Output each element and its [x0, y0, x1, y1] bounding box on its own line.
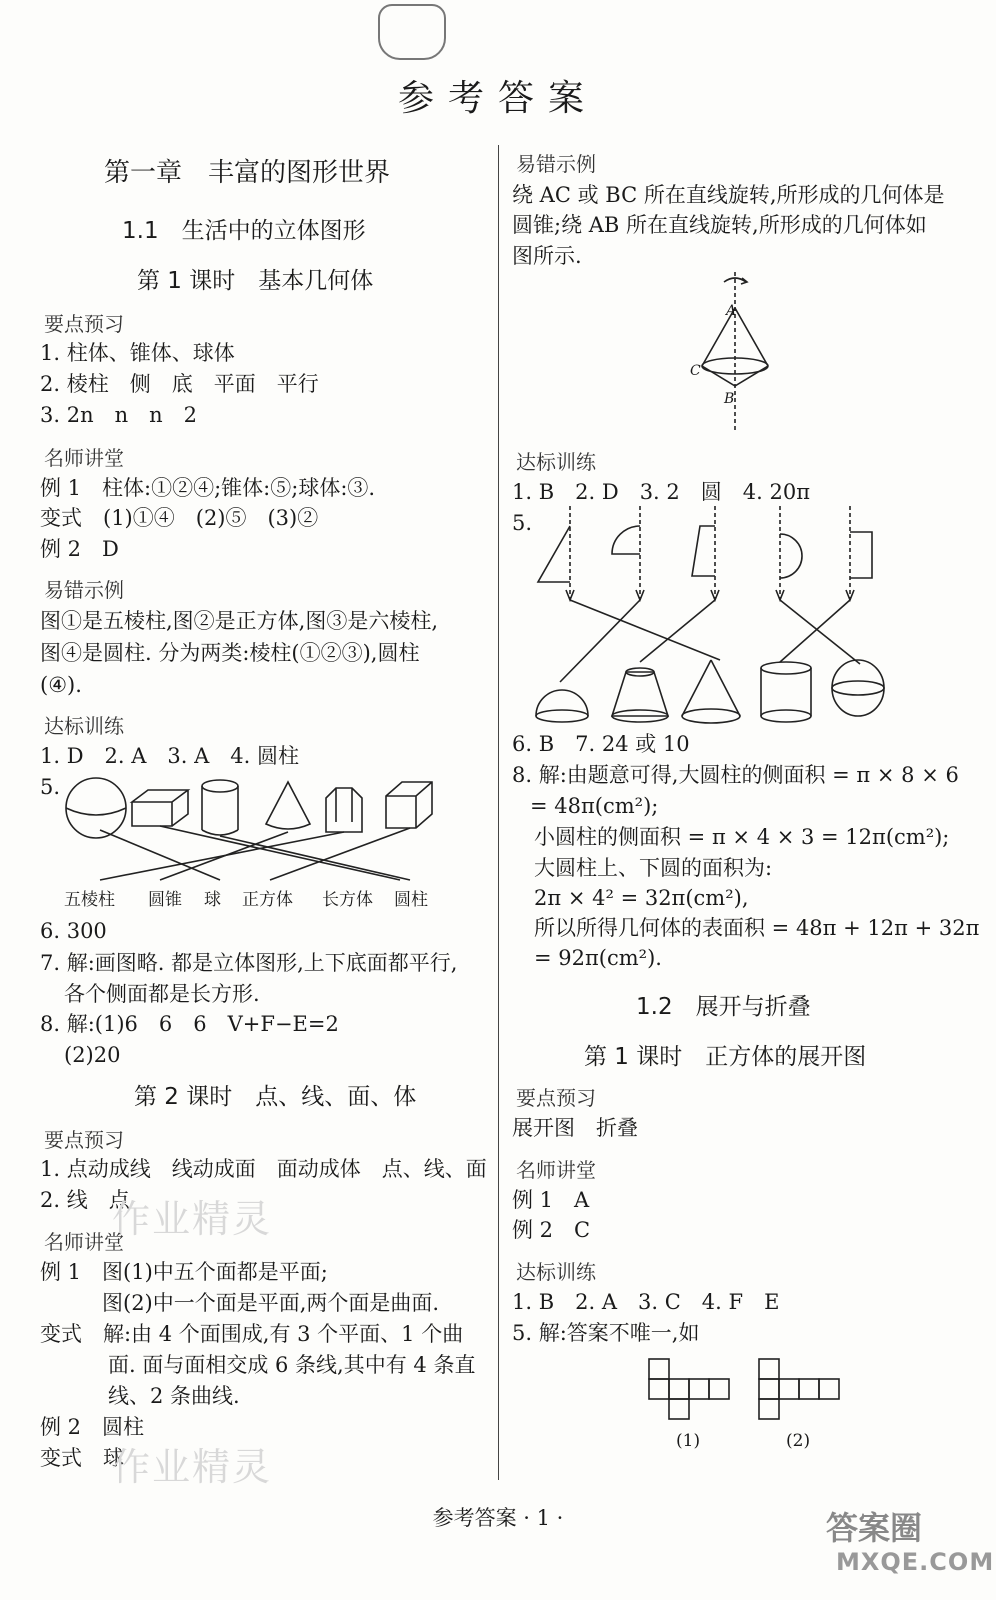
- answer-line: 绕 AC 或 BC 所在直线旋转,所形成的几何体是: [512, 183, 945, 207]
- shape-label: 球: [204, 890, 221, 910]
- answer-line: 大圆柱上、下圆的面积为:: [534, 856, 773, 880]
- trapezoid-shape: [692, 526, 715, 576]
- answer-line: 例 1 柱体:①②④;锥体:⑤;球体:③.: [40, 476, 376, 500]
- answer-line: 2π × 4² = 32π(cm²),: [534, 886, 749, 910]
- answer-line: 1. B 2. D 3. 2 圆 4. 20π: [512, 480, 810, 504]
- section-head: 达标训练: [516, 1260, 596, 1284]
- solid-matching-diagram: [60, 770, 450, 890]
- watermark-text: 作业精灵: [112, 1445, 273, 1489]
- point-label: C: [690, 363, 701, 379]
- corner-logo: 答案圈: [826, 1509, 923, 1547]
- rotation-matching-diagram: [530, 504, 890, 726]
- answer-line: 图④是圆柱. 分为两类:棱柱(①②③),圆柱: [40, 641, 420, 665]
- answer-line: 7. 解:画图略. 都是立体图形,上下底面都平行,: [40, 951, 458, 975]
- answer-line: 1. 点动成线 线动成面 面动成体 点、线、面: [40, 1157, 487, 1181]
- section-title: 1.1 生活中的立体图形: [122, 218, 366, 244]
- cube-net-diagram-2: [758, 1358, 840, 1422]
- answer-line: 2. 线 点: [40, 1188, 130, 1212]
- semicircle-shape: [780, 534, 802, 578]
- figure-label: (2): [786, 1431, 811, 1451]
- shape-label: 圆锥: [148, 890, 182, 910]
- answer-line: (④).: [40, 673, 82, 697]
- section-head: 易错示例: [516, 152, 596, 176]
- answer-line: 图(2)中一个面是平面,两个面是曲面.: [102, 1291, 440, 1315]
- section-head: 达标训练: [516, 450, 596, 474]
- answer-line: 例 1 图(1)中五个面都是平面;: [40, 1260, 328, 1284]
- answer-line: 1. B 2. A 3. C 4. F E: [512, 1290, 780, 1314]
- answer-line: 变式 解:由 4 个面围成,有 3 个平面、1 个曲: [40, 1322, 464, 1346]
- section-head: 要点预习: [44, 1128, 124, 1152]
- page-footer: 参考答案 · 1 ·: [432, 1506, 564, 1530]
- answer-line: 3. 2n n n 2: [40, 403, 198, 427]
- sphere-equator: [66, 808, 126, 815]
- section-head: 要点预习: [44, 312, 124, 336]
- triangle-shape: [538, 526, 570, 582]
- answer-line: 变式 球: [40, 1446, 124, 1470]
- corner-logo-url: MXQE.COM: [836, 1548, 995, 1576]
- lesson-title: 第 1 课时 正方体的展开图: [584, 1044, 867, 1070]
- answer-line: 8. 解:由题意可得,大圆柱的侧面积 = π × 8 × 6: [512, 763, 959, 787]
- cube-shape: [386, 782, 432, 828]
- answer-line: 8. 解:(1)6 6 6 V+F−E=2: [40, 1012, 339, 1036]
- answer-line: 6. B 7. 24 或 10: [512, 732, 690, 756]
- section-title: 1.2 展开与折叠: [636, 994, 811, 1020]
- cube-net-diagram-1: [648, 1358, 730, 1422]
- double-cone-diagram: [680, 268, 790, 434]
- shape-label: 五棱柱: [64, 890, 115, 910]
- answer-line: 例 2 圆柱: [40, 1415, 145, 1439]
- answer-line: = 48π(cm²);: [530, 794, 659, 818]
- answer-line: 例 1 A: [512, 1188, 590, 1212]
- shape-label: 正方体: [242, 890, 293, 910]
- answer-line: 变式 (1)①④ (2)⑤ (3)②: [40, 506, 319, 530]
- lesson-title: 第 1 课时 基本几何体: [137, 268, 374, 294]
- answer-line: 小圆柱的侧面积 = π × 4 × 3 = 12π(cm²);: [534, 825, 950, 849]
- answer-line: 圆锥;绕 AB 所在直线旋转,所形成的几何体如: [512, 213, 927, 237]
- quarter-circle-shape: [612, 526, 640, 554]
- answer-line: 1. D 2. A 3. A 4. 圆柱: [40, 744, 300, 768]
- cuboid-shape: [132, 790, 188, 826]
- shape-label: 圆柱: [394, 890, 428, 910]
- answer-line: (2)20: [64, 1043, 121, 1067]
- answer-line: 面. 面与面相交成 6 条线,其中有 4 条直: [108, 1353, 476, 1377]
- chapter-title: 第一章 丰富的图形世界: [104, 158, 391, 188]
- cone-shape: [266, 782, 310, 829]
- lesson-title: 第 2 课时 点、线、面、体: [134, 1084, 417, 1110]
- shape-label: 长方体: [322, 890, 373, 910]
- section-head: 名师讲堂: [44, 1230, 124, 1254]
- watermark-text: 作业精灵: [112, 1197, 273, 1241]
- page-title: 参考答案: [397, 78, 598, 119]
- cylinder-shape: [202, 780, 238, 792]
- answer-line: 展开图 折叠: [512, 1116, 638, 1140]
- prism-shape: [326, 788, 362, 832]
- sphere-shape: [832, 660, 884, 716]
- column-divider: [498, 145, 499, 1480]
- section-head: 要点预习: [516, 1086, 596, 1110]
- stamp-seal-icon: [378, 4, 446, 60]
- answer-line: 6. 300: [40, 919, 107, 943]
- sphere-shape: [66, 778, 126, 838]
- figure-label: (1): [676, 1431, 701, 1451]
- point-label: A: [726, 303, 737, 319]
- answer-line: 例 2 D: [40, 537, 119, 561]
- answer-line: 5. 解:答案不唯一,如: [512, 1321, 700, 1345]
- answer-line: 2. 棱柱 侧 底 平面 平行: [40, 372, 319, 396]
- answer-line: 5.: [40, 775, 61, 799]
- answer-line: 5.: [512, 511, 533, 535]
- section-head: 达标训练: [44, 714, 124, 738]
- answer-line: 各个侧面都是长方形.: [64, 982, 260, 1006]
- answer-line: 所以所得几何体的表面积 = 48π + 12π + 32π: [534, 916, 980, 940]
- cylinder-shape: [761, 662, 811, 674]
- answer-line: 线、2 条曲线.: [108, 1384, 240, 1408]
- answer-line: 图所示.: [512, 244, 582, 268]
- answer-line: 图①是五棱柱,图②是正方体,图③是六棱柱,: [40, 609, 439, 633]
- section-head: 名师讲堂: [44, 446, 124, 470]
- answer-line: 1. 柱体、锥体、球体: [40, 341, 235, 365]
- rectangle-shape: [850, 532, 872, 578]
- answer-line: = 92π(cm²).: [534, 946, 662, 970]
- section-head: 易错示例: [44, 578, 124, 602]
- answer-line: 例 2 C: [512, 1218, 591, 1242]
- section-head: 名师讲堂: [516, 1158, 596, 1182]
- cone-shape: [682, 660, 740, 716]
- point-label: B: [724, 391, 735, 407]
